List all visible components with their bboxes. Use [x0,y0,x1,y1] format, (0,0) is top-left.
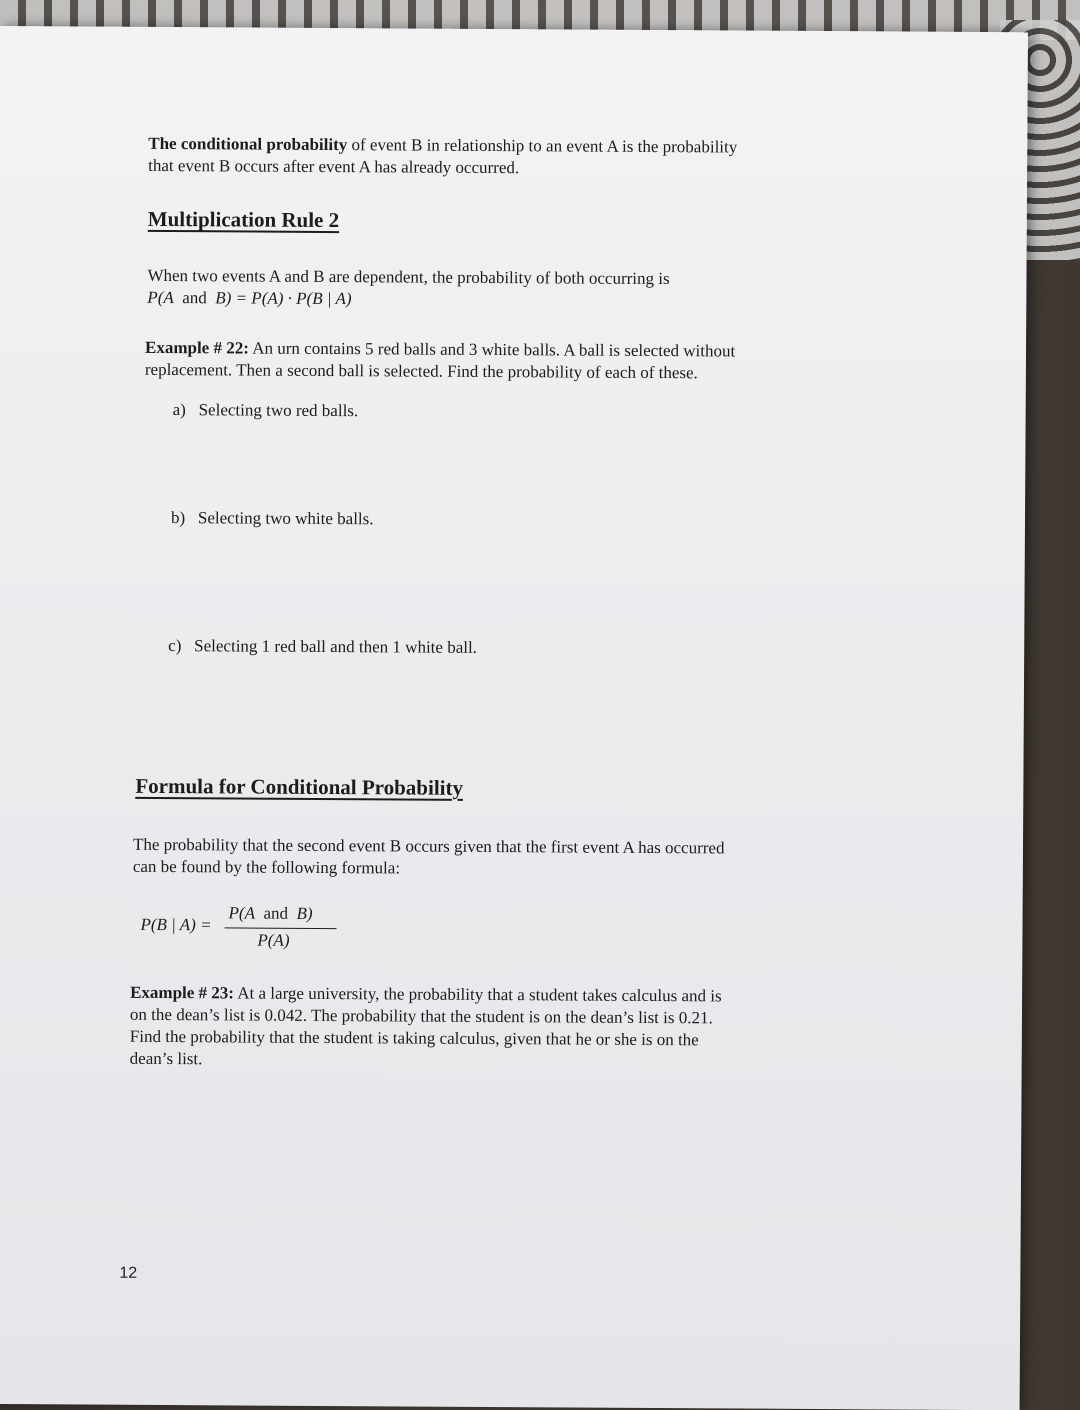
rule2-text: When two events A and B are dependent, the probability of both occurring is [147,265,670,289]
example-22-item-c: c) Selecting 1 red ball and then 1 white ball. [168,636,478,657]
example-22-item-b: b) Selecting two white balls. [170,508,374,529]
example-22-line1: An urn contains 5 red balls and 3 white balls. A ball is selected without [248,338,736,361]
intro-paragraph [148,133,737,181]
conditional-probability-heading: Formula for Conditional Probability [135,773,464,800]
formula-denominator: P(A) [257,930,290,950]
example-23-line2: on the dean’s list is 0.042. The probability that the student is on the dean’s list is 0.21. [129,1004,713,1028]
example-22-label: Example # 22: [144,337,249,358]
example-22-line2: replacement. Then a second ball is selected. Find the probability of each of these. [144,359,698,383]
page-number: 12 [119,1264,138,1282]
multiplication-rule-2-heading: Multiplication Rule 2 [147,206,340,233]
formula-lhs: P(B | A) = [140,914,212,935]
rule2-formula: P(A and B) = P(A) · P(B | A) [147,287,352,309]
intro-line1: of event B in relationship to an event A is the probability [347,135,738,157]
conditional-line1: The probability that the second event B occurs given that the first event A has occurred [132,834,725,858]
example-23-paragraph [130,982,722,1074]
fraction-bar [224,927,336,929]
example-22-paragraph [145,337,735,385]
intro-term: The conditional probability [148,133,348,155]
example-23-label: Example # 23: [130,982,235,1003]
example-23-line3: Find the probability that the student is taking calculus, given that he or she is on the [129,1026,699,1050]
rule2-paragraph [147,265,669,312]
conditional-paragraph [133,834,725,882]
intro-line2: that event B occurs after event A has already occurred. [148,155,520,178]
formula-numerator: P(A and B) [228,903,313,923]
example-23-line1: At a large university, the probability that a student takes calculus and is [233,983,722,1006]
example-23-line4: dean’s list. [129,1048,203,1069]
document-page [0,26,1028,1410]
conditional-line2: can be found by the following formula: [132,856,401,878]
example-22-item-a: a) Selecting two red balls. [172,400,359,421]
